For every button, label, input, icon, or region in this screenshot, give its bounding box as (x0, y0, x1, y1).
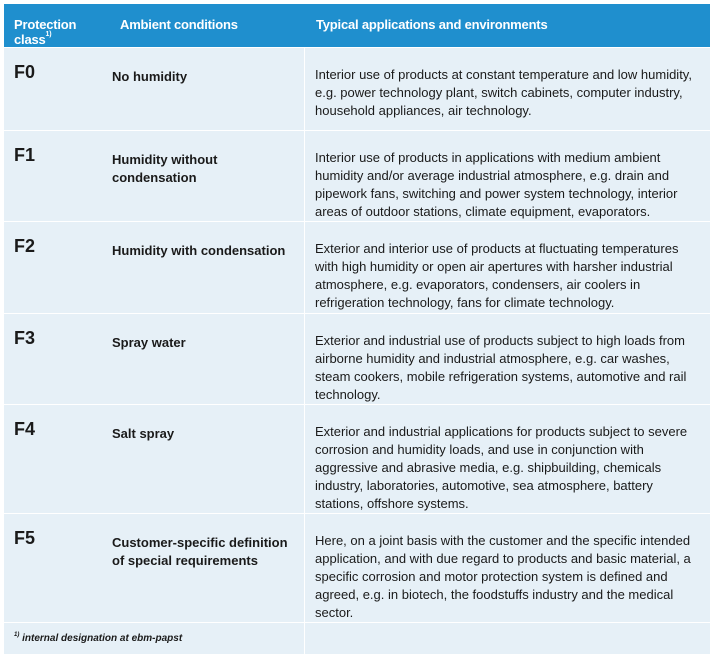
applications-cell: Here, on a joint basis with the customer and the specific intended application, and with due regard to products and basic material, a specific corrosion and motor protection system is defined and agreed, e.g. in biotech, the foodstuffs industry and the medical sector. (304, 513, 710, 622)
footnote-text: internal designation at ebm-papst (22, 633, 183, 644)
applications-cell: Exterior and industrial applications for products subject to severe corrosion and humidity loads, and use in conjunction with aggressive and abrasive media, e.g. shipbuilding, chemicals industry, laboratories, automotive, sea atmosphere, battery stations, offshore systems. (304, 404, 710, 513)
protection-class-cell: F2 (4, 221, 112, 313)
header-protection-class-label: Protection class (14, 17, 77, 47)
applications-cell: Exterior and industrial use of products subject to high loads from airborne humidity and industrial atmosphere, e.g. car washes, steam cookers, mobile refrigeration systems, automotive and rail technology. (304, 313, 710, 404)
applications-cell: Interior use of products in applications with medium ambient humidity and/or average industrial atmosphere, e.g. drain and pipework fans, switching and power system technology, interior areas of outdoor stations, climate equipment, evaporators. (304, 130, 710, 221)
ambient-conditions-cell: Humidity with condensation (112, 221, 304, 313)
table-row (4, 47, 710, 130)
footnote-marker: 1) (14, 632, 20, 638)
table-row (4, 221, 710, 313)
applications-cell: Exterior and interior use of products at fluctuating temperatures with high humidity or open air apertures with harsher industrial atmosphere, e.g. evaporators, condensers, air coolers in refrigeration technology, fans for climate technology. (304, 221, 710, 313)
ambient-conditions-cell: Customer-specific definition of special requirements (112, 513, 304, 622)
protection-class-table-wrapper (4, 4, 710, 654)
table-row (4, 130, 710, 221)
applications-cell: Interior use of products at constant temperature and low humidity, e.g. power technology plant, switch cabinets, computer industry, household appliances, air technology. (304, 47, 710, 130)
protection-class-cell: F4 (4, 404, 112, 513)
protection-class-table (4, 4, 710, 654)
header-typical-applications: Typical applications and environments (304, 4, 710, 47)
table-row (4, 513, 710, 622)
ambient-conditions-cell: Humidity without condensation (112, 130, 304, 221)
footnote (4, 622, 304, 654)
protection-class-cell: F0 (4, 47, 112, 130)
protection-class-cell: F3 (4, 313, 112, 404)
protection-class-cell: F1 (4, 130, 112, 221)
ambient-conditions-cell: No humidity (112, 47, 304, 130)
table-row (4, 313, 710, 404)
header-ambient-conditions: Ambient conditions (112, 4, 304, 47)
ambient-conditions-cell: Salt spray (112, 404, 304, 513)
footnote-row (4, 622, 710, 654)
table-header-row (4, 4, 710, 47)
table-row (4, 404, 710, 513)
ambient-conditions-cell: Spray water (112, 313, 304, 404)
header-protection-class (4, 4, 112, 47)
footnote-empty-cell (304, 622, 710, 654)
protection-class-cell: F5 (4, 513, 112, 622)
header-footnote-marker: 1) (45, 31, 52, 38)
